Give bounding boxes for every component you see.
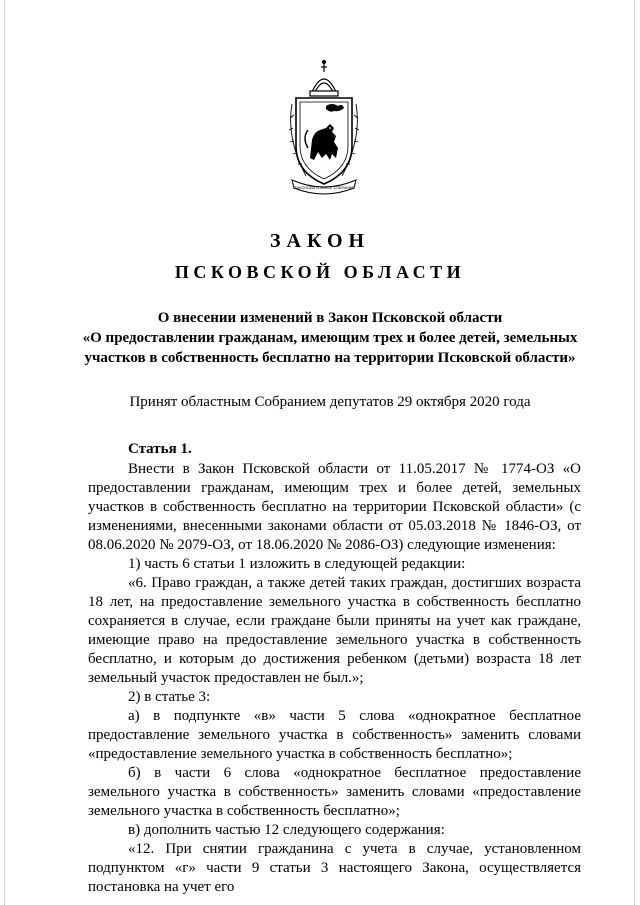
article-body <box>88 460 581 897</box>
article-paragraph: «12. При снятии гражданина с учета в случае, установленном подпунктом «г» части 9 статьи 3 настоящего Закона, осуществляется постановка на учет его <box>88 841 581 895</box>
article-paragraph: 2) в статье 3: <box>128 689 211 705</box>
law-heading-line-1: О внесении изменений в Закон Псковской области <box>157 310 503 326</box>
article-title: Статья 1. <box>128 441 192 457</box>
article-paragraph: Внести в Закон Псковской области от 11.05.2017 № 1774-ОЗ «О предоставлении гражданам, имеющим трех и более детей, земельных участков в собственность бесплатно на территории Псковской области» (с изменениями, внесенными законами области от 05.03.2018 № 1846-ОЗ, от 08.06.2020 № 2079-ОЗ, от 18.06.2020 № 2086-ОЗ) следующие изменения: <box>88 461 581 553</box>
emblem-ribbon-text: ЗАКОНОДАТЕЛЬНОЕ СОБРАНИЕ <box>294 186 354 190</box>
article-paragraph: 1) часть 6 статьи 1 изложить в следующей редакции: <box>128 556 466 572</box>
pskov-coat-of-arms-icon <box>282 58 366 198</box>
law-heading <box>80 308 580 368</box>
article-paragraph: б) в части 6 слова «однократное бесплатное предоставление земельного участка в собственность» заменить словами «предоставление земельного участка в собственность бесплатно»; <box>88 765 581 819</box>
law-heading-line-2: «О предоставлении гражданам, имеющим трех и более детей, земельных участков в собственность бесплатно на территории Псковской области» <box>82 330 578 366</box>
article-paragraph: «6. Право граждан, а также детей таких граждан, достигших возраста 18 лет, на предоставление земельного участка в собственность бесплатно сохраняется в случае, если граждане были приняты на учет как граждане, имеющие право на предоставление земельного участка в собственность бесплатно, и которым до достижения ребенком (детьми) возраста 18 лет земельный участок предоставлен не был.»; <box>88 575 581 686</box>
adoption-note: Принят областным Собранием депутатов 29 октября 2020 года <box>129 394 531 410</box>
article-paragraph: а) в подпункте «в» части 5 слова «однократное бесплатное предоставление земельного участка в собственность» заменить словами «предоставление земельного участка в собственность бесплатно»; <box>88 708 581 762</box>
scan-edge-right <box>634 0 636 905</box>
document-title: ЗАКОН <box>269 230 371 252</box>
document-subtitle: ПСКОВСКОЙ ОБЛАСТИ <box>174 262 466 282</box>
scan-edge-left <box>4 0 6 905</box>
article-paragraph: в) дополнить частью 12 следующего содержания: <box>128 822 445 838</box>
